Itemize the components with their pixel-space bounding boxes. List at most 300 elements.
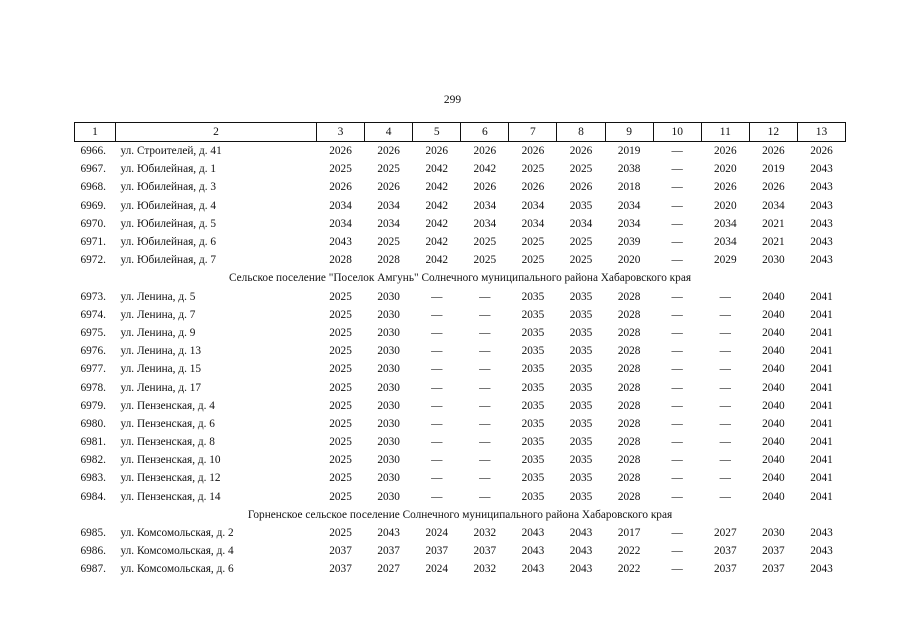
row-number: 6969.: [80, 199, 106, 212]
year-cell-col-5: —: [431, 326, 443, 339]
year-cell-col-7: 2043: [521, 545, 545, 558]
address-cell: ул. Юбилейная, д. 6: [120, 236, 216, 249]
year-cell-col-12: 2037: [762, 563, 785, 576]
year-cell-col-5: —: [431, 399, 443, 412]
year-cell-col-9: 2039: [617, 236, 641, 249]
address-cell: ул. Пензенская, д. 4: [120, 399, 215, 412]
year-cell-col-10: —: [671, 363, 683, 376]
year-cell-col-9: 2028: [617, 345, 641, 358]
year-cell-col-13: 2043: [810, 217, 833, 230]
year-cell-col-5: —: [431, 345, 443, 358]
year-cell-col-5: 2042: [425, 236, 449, 249]
year-cell-col-4: 2030: [377, 326, 400, 339]
year-cell-col-7: 2035: [521, 436, 545, 449]
year-cell-col-11: —: [719, 363, 731, 376]
year-cell-col-12: 2040: [762, 308, 785, 321]
year-cell-col-13: 2041: [810, 345, 833, 358]
year-cell-col-5: —: [431, 308, 443, 321]
year-cell-col-11: —: [719, 472, 731, 485]
address-cell: ул. Ленина, д. 13: [120, 345, 202, 358]
year-cell-col-5: 2037: [425, 545, 449, 558]
address-cell: ул. Ленина, д. 5: [120, 290, 196, 303]
year-cell-col-8: 2035: [569, 326, 593, 339]
year-cell-col-4: 2043: [377, 527, 400, 540]
year-cell-col-13: 2041: [810, 454, 833, 467]
year-cell-col-5: —: [431, 454, 443, 467]
year-cell-col-10: —: [671, 472, 683, 485]
table-body: [75, 142, 846, 579]
row-number: 6976.: [80, 345, 106, 358]
year-cell-col-5: 2024: [425, 527, 449, 540]
address-cell: ул. Пензенская, д. 14: [120, 490, 221, 503]
table-row: [75, 288, 846, 306]
table-row: [75, 560, 846, 578]
table-row: [75, 433, 846, 451]
year-cell-col-12: 2030: [762, 254, 785, 267]
year-cell-col-4: 2034: [377, 217, 400, 230]
year-cell-col-10: —: [671, 381, 683, 394]
year-cell-col-12: 2040: [762, 417, 785, 430]
year-cell-col-9: 2022: [617, 545, 641, 558]
year-cell-col-5: —: [431, 417, 443, 430]
header-row: [75, 123, 846, 142]
year-cell-col-13: 2043: [810, 254, 833, 267]
year-cell-col-7: 2025: [521, 236, 545, 249]
year-cell-col-3: 2025: [329, 326, 352, 339]
row-number: 6970.: [80, 217, 106, 230]
year-cell-col-11: —: [719, 290, 731, 303]
year-cell-col-4: 2037: [377, 545, 400, 558]
row-number: 6982.: [80, 454, 106, 467]
year-cell-col-12: 2034: [762, 199, 785, 212]
year-cell-col-6: —: [479, 417, 491, 430]
section-title: Горненское сельское поселение Солнечного муниципального района Хабаровского края: [247, 508, 673, 521]
year-cell-col-5: 2042: [425, 181, 449, 194]
year-cell-col-3: 2025: [329, 345, 352, 358]
year-cell-col-13: 2026: [810, 145, 833, 158]
year-cell-col-5: 2042: [425, 217, 449, 230]
year-cell-col-5: —: [431, 436, 443, 449]
year-cell-col-9: 2028: [617, 472, 641, 485]
year-cell-col-9: 2017: [617, 527, 641, 540]
year-cell-col-10: —: [671, 326, 683, 339]
year-cell-col-6: 2026: [473, 181, 497, 194]
year-cell-col-10: —: [671, 545, 683, 558]
year-cell-col-6: —: [479, 363, 491, 376]
year-cell-col-4: 2030: [377, 363, 400, 376]
year-cell-col-13: 2041: [810, 417, 833, 430]
row-number: 6978.: [80, 381, 106, 394]
year-cell-col-3: 2025: [329, 436, 352, 449]
table-row: [75, 251, 846, 269]
year-cell-col-12: 2040: [762, 345, 785, 358]
year-cell-col-12: 2030: [762, 527, 785, 540]
year-cell-col-3: 2025: [329, 527, 352, 540]
year-cell-col-5: —: [431, 472, 443, 485]
table-row: [75, 342, 846, 360]
address-cell: ул. Ленина, д. 7: [120, 308, 196, 321]
year-cell-col-6: —: [479, 472, 491, 485]
address-cell: ул. Пензенская, д. 6: [120, 417, 215, 430]
header-cell-10: 10: [653, 123, 701, 142]
year-cell-col-3: 2025: [329, 381, 352, 394]
year-cell-col-12: 2040: [762, 472, 785, 485]
year-cell-col-8: 2035: [569, 199, 593, 212]
year-cell-col-5: 2026: [425, 145, 449, 158]
year-cell-col-5: —: [431, 363, 443, 376]
year-cell-col-3: 2026: [329, 181, 352, 194]
year-cell-col-3: 2025: [329, 308, 352, 321]
year-cell-col-9: 2022: [617, 563, 641, 576]
address-cell: ул. Пензенская, д. 12: [120, 472, 221, 485]
document-table-container: [74, 122, 844, 579]
year-cell-col-4: 2025: [377, 236, 400, 249]
year-cell-col-9: 2028: [617, 399, 641, 412]
header-cell-6: 6: [461, 123, 509, 142]
year-cell-col-10: —: [671, 399, 683, 412]
year-cell-col-4: 2034: [377, 199, 400, 212]
year-cell-col-6: 2025: [473, 236, 497, 249]
row-number: 6971.: [80, 236, 106, 249]
year-cell-col-11: —: [719, 345, 731, 358]
year-cell-col-5: 2042: [425, 199, 449, 212]
year-cell-col-13: 2043: [810, 181, 833, 194]
row-number: 6974.: [80, 308, 106, 321]
year-cell-col-8: 2035: [569, 490, 593, 503]
year-cell-col-3: 2025: [329, 472, 352, 485]
row-number: 6985.: [80, 527, 106, 540]
row-number: 6972.: [80, 254, 106, 267]
year-cell-col-6: —: [479, 436, 491, 449]
year-cell-col-6: —: [479, 381, 491, 394]
page-number: 299: [443, 94, 462, 106]
year-cell-col-8: 2025: [569, 254, 593, 267]
year-cell-col-9: 2028: [617, 290, 641, 303]
table-row: [75, 524, 846, 542]
year-cell-col-6: 2032: [473, 527, 497, 540]
year-cell-col-7: 2035: [521, 417, 545, 430]
year-cell-col-9: 2020: [617, 254, 641, 267]
year-cell-col-3: 2025: [329, 163, 352, 176]
year-cell-col-11: —: [719, 399, 731, 412]
year-cell-col-10: —: [671, 217, 683, 230]
year-cell-col-4: 2030: [377, 472, 400, 485]
year-cell-col-3: 2034: [329, 199, 352, 212]
address-cell: ул. Юбилейная, д. 3: [120, 181, 216, 194]
row-number: 6979.: [80, 399, 106, 412]
year-cell-col-12: 2021: [762, 236, 785, 249]
year-cell-col-8: 2026: [569, 181, 593, 194]
header-cell-1: 1: [75, 123, 116, 142]
table-row: [75, 451, 846, 469]
year-cell-col-9: 2034: [617, 217, 641, 230]
year-cell-col-3: 2025: [329, 399, 352, 412]
year-cell-col-10: —: [671, 290, 683, 303]
year-cell-col-13: 2043: [810, 563, 833, 576]
year-cell-col-13: 2041: [810, 290, 833, 303]
year-cell-col-8: 2043: [569, 527, 593, 540]
year-cell-col-10: —: [671, 454, 683, 467]
year-cell-col-12: 2040: [762, 454, 785, 467]
table-row: [75, 378, 846, 396]
year-cell-col-9: 2034: [617, 199, 641, 212]
year-cell-col-9: 2028: [617, 308, 641, 321]
year-cell-col-12: 2026: [762, 181, 785, 194]
year-cell-col-8: 2035: [569, 454, 593, 467]
year-cell-col-6: 2034: [473, 199, 497, 212]
year-cell-col-7: 2035: [521, 290, 545, 303]
year-cell-col-13: 2043: [810, 527, 833, 540]
address-cell: ул. Ленина, д. 9: [120, 326, 196, 339]
year-cell-col-7: 2025: [521, 254, 545, 267]
year-cell-col-11: 2029: [714, 254, 737, 267]
table-header: [75, 123, 846, 142]
year-cell-col-10: —: [671, 563, 683, 576]
year-cell-col-5: —: [431, 381, 443, 394]
year-cell-col-6: —: [479, 454, 491, 467]
year-cell-col-3: 2025: [329, 490, 352, 503]
row-number: 6967.: [80, 163, 106, 176]
year-cell-col-12: 2037: [762, 545, 785, 558]
year-cell-col-12: 2040: [762, 381, 785, 394]
year-cell-col-11: —: [719, 308, 731, 321]
year-cell-col-4: 2030: [377, 399, 400, 412]
year-cell-col-7: 2035: [521, 399, 545, 412]
year-cell-col-12: 2021: [762, 217, 785, 230]
year-cell-col-8: 2025: [569, 236, 593, 249]
year-cell-col-8: 2035: [569, 417, 593, 430]
year-cell-col-7: 2035: [521, 490, 545, 503]
year-cell-col-8: 2025: [569, 163, 593, 176]
year-cell-col-10: —: [671, 181, 683, 194]
year-cell-col-11: 2026: [714, 145, 737, 158]
year-cell-col-12: 2040: [762, 363, 785, 376]
year-cell-col-7: 2034: [521, 217, 545, 230]
header-cell-4: 4: [365, 123, 413, 142]
year-cell-col-11: —: [719, 381, 731, 394]
year-cell-col-6: —: [479, 308, 491, 321]
year-cell-col-3: 2028: [329, 254, 352, 267]
year-cell-col-11: 2034: [714, 236, 737, 249]
year-cell-col-11: 2026: [714, 181, 737, 194]
year-cell-col-11: 2037: [714, 545, 737, 558]
table-row: [75, 233, 846, 251]
year-cell-col-6: —: [479, 290, 491, 303]
table-row: [75, 469, 846, 487]
table-row: [75, 324, 846, 342]
year-cell-col-9: 2028: [617, 381, 641, 394]
year-cell-col-13: 2043: [810, 236, 833, 249]
address-cell: ул. Комсомольская, д. 4: [120, 545, 234, 558]
year-cell-col-7: 2035: [521, 363, 545, 376]
year-cell-col-11: —: [719, 454, 731, 467]
address-cell: ул. Юбилейная, д. 4: [120, 199, 216, 212]
address-cell: ул. Пензенская, д. 8: [120, 436, 215, 449]
year-cell-col-3: 2026: [329, 145, 352, 158]
year-cell-col-13: 2043: [810, 163, 833, 176]
year-cell-col-13: 2041: [810, 308, 833, 321]
year-cell-col-8: 2035: [569, 472, 593, 485]
year-cell-col-13: 2041: [810, 399, 833, 412]
year-cell-col-4: 2028: [377, 254, 400, 267]
year-cell-col-10: —: [671, 199, 683, 212]
row-number: 6966.: [80, 145, 106, 158]
year-cell-col-11: 2020: [714, 163, 737, 176]
year-cell-col-11: —: [719, 436, 731, 449]
year-cell-col-12: 2040: [762, 290, 785, 303]
table-row: [75, 160, 846, 178]
address-cell: ул. Пензенская, д. 10: [120, 454, 221, 467]
year-cell-col-5: —: [431, 490, 443, 503]
row-number: 6980.: [80, 417, 106, 430]
table-row: [75, 488, 846, 506]
year-cell-col-5: 2042: [425, 254, 449, 267]
year-cell-col-3: 2034: [329, 217, 352, 230]
year-cell-col-12: 2040: [762, 490, 785, 503]
row-number: 6984.: [80, 490, 106, 503]
year-cell-col-6: —: [479, 490, 491, 503]
year-cell-col-8: 2035: [569, 345, 593, 358]
header-cell-5: 5: [413, 123, 461, 142]
row-number: 6968.: [80, 181, 106, 194]
year-cell-col-10: —: [671, 163, 683, 176]
year-cell-col-10: —: [671, 308, 683, 321]
header-cell-11: 11: [701, 123, 749, 142]
year-cell-col-8: 2035: [569, 363, 593, 376]
year-cell-col-9: 2028: [617, 417, 641, 430]
address-cell: ул. Юбилейная, д. 5: [120, 217, 216, 230]
row-number: 6975.: [80, 326, 106, 339]
year-cell-col-13: 2041: [810, 490, 833, 503]
year-cell-col-5: —: [431, 290, 443, 303]
row-number: 6977.: [80, 363, 106, 376]
year-cell-col-12: 2026: [762, 145, 785, 158]
year-cell-col-6: 2026: [473, 145, 497, 158]
year-cell-col-8: 2035: [569, 399, 593, 412]
header-cell-7: 7: [509, 123, 557, 142]
year-cell-col-9: 2038: [617, 163, 641, 176]
year-cell-col-9: 2028: [617, 454, 641, 467]
year-cell-col-12: 2019: [762, 163, 785, 176]
year-cell-col-9: 2028: [617, 326, 641, 339]
year-cell-col-9: 2028: [617, 490, 641, 503]
year-cell-col-4: 2026: [377, 145, 400, 158]
address-cell: ул. Комсомольская, д. 2: [120, 527, 234, 540]
year-cell-col-4: 2026: [377, 181, 400, 194]
table-row: [75, 142, 846, 161]
year-cell-col-5: 2024: [425, 563, 449, 576]
year-cell-col-4: 2030: [377, 290, 400, 303]
year-cell-col-6: 2025: [473, 254, 497, 267]
year-cell-col-6: 2032: [473, 563, 497, 576]
year-cell-col-10: —: [671, 490, 683, 503]
year-cell-col-10: —: [671, 145, 683, 158]
year-cell-col-6: —: [479, 326, 491, 339]
year-cell-col-9: 2028: [617, 436, 641, 449]
year-cell-col-6: 2042: [473, 163, 497, 176]
row-number: 6973.: [80, 290, 106, 303]
year-cell-col-11: 2037: [714, 563, 737, 576]
year-cell-col-6: 2034: [473, 217, 497, 230]
year-cell-col-7: 2035: [521, 454, 545, 467]
year-cell-col-7: 2043: [521, 563, 545, 576]
year-cell-col-11: 2034: [714, 217, 737, 230]
year-cell-col-3: 2025: [329, 454, 352, 467]
year-cell-col-11: 2027: [714, 527, 737, 540]
year-cell-col-7: 2025: [521, 163, 545, 176]
year-cell-col-7: 2035: [521, 326, 545, 339]
header-cell-9: 9: [605, 123, 653, 142]
year-cell-col-9: 2018: [617, 181, 641, 194]
year-cell-col-11: —: [719, 326, 731, 339]
row-number: 6986.: [80, 545, 106, 558]
year-cell-col-3: 2043: [329, 236, 352, 249]
section-heading-row: [75, 506, 846, 524]
year-cell-col-8: 2035: [569, 308, 593, 321]
row-number: 6981.: [80, 436, 106, 449]
year-cell-col-4: 2030: [377, 417, 400, 430]
year-cell-col-13: 2043: [810, 545, 833, 558]
year-cell-col-6: 2037: [473, 545, 497, 558]
year-cell-col-7: 2035: [521, 472, 545, 485]
year-cell-col-10: —: [671, 436, 683, 449]
table-row: [75, 197, 846, 215]
year-cell-col-8: 2035: [569, 381, 593, 394]
header-cell-2: 2: [116, 123, 317, 142]
address-cell: ул. Строителей, д. 41: [120, 145, 222, 158]
table-row: [75, 306, 846, 324]
table-row: [75, 178, 846, 196]
header-cell-12: 12: [749, 123, 797, 142]
year-cell-col-4: 2030: [377, 345, 400, 358]
table-row: [75, 215, 846, 233]
address-cell: ул. Юбилейная, д. 1: [120, 163, 216, 176]
year-cell-col-11: —: [719, 417, 731, 430]
year-cell-col-7: 2026: [521, 145, 545, 158]
table-row: [75, 360, 846, 378]
year-cell-col-4: 2030: [377, 308, 400, 321]
year-cell-col-9: 2028: [617, 363, 641, 376]
year-cell-col-7: 2035: [521, 381, 545, 394]
year-cell-col-3: 2025: [329, 417, 352, 430]
year-cell-col-5: 2042: [425, 163, 449, 176]
table-row: [75, 397, 846, 415]
year-cell-col-8: 2035: [569, 290, 593, 303]
year-cell-col-7: 2035: [521, 308, 545, 321]
year-cell-col-12: 2040: [762, 436, 785, 449]
address-cell: ул. Ленина, д. 15: [120, 363, 202, 376]
housing-repair-schedule-table: [74, 122, 846, 579]
year-cell-col-4: 2030: [377, 454, 400, 467]
table-row: [75, 415, 846, 433]
row-number: 6983.: [80, 472, 106, 485]
year-cell-col-8: 2035: [569, 436, 593, 449]
year-cell-col-7: 2034: [521, 199, 545, 212]
year-cell-col-4: 2027: [377, 563, 400, 576]
year-cell-col-12: 2040: [762, 399, 785, 412]
year-cell-col-4: 2025: [377, 163, 400, 176]
header-cell-8: 8: [557, 123, 605, 142]
section-title: Сельское поселение "Поселок Амгунь" Солнечного муниципального района Хабаровского края: [229, 272, 692, 285]
year-cell-col-11: 2020: [714, 199, 737, 212]
year-cell-col-7: 2026: [521, 181, 545, 194]
year-cell-col-8: 2026: [569, 145, 593, 158]
year-cell-col-11: —: [719, 490, 731, 503]
year-cell-col-4: 2030: [377, 381, 400, 394]
year-cell-col-13: 2041: [810, 472, 833, 485]
year-cell-col-4: 2030: [377, 490, 400, 503]
year-cell-col-10: —: [671, 527, 683, 540]
